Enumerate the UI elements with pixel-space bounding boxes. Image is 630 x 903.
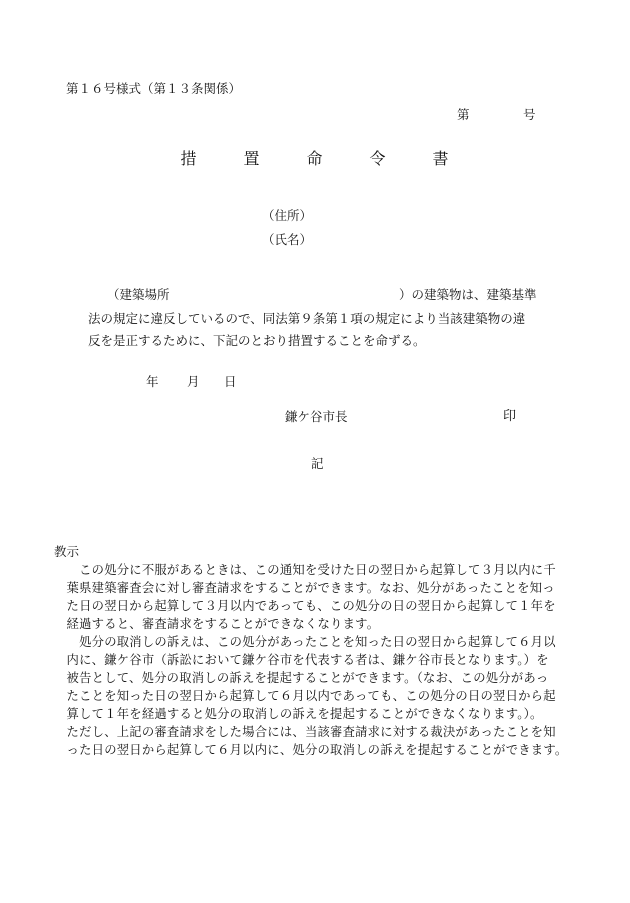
name-label: （氏名） — [262, 232, 313, 247]
notice-line: たことを知った日の翌日から起算して６月以内であっても、この処分の日の翌日から起 — [54, 689, 556, 703]
date-day: 日 — [224, 374, 237, 389]
form-number: 第１６号様式（第１３条関係） — [66, 81, 242, 96]
document-number-label: 第 — [457, 107, 470, 122]
address-label: （住所） — [262, 208, 313, 223]
document-number-suffix: 号 — [523, 107, 536, 122]
body-line-1-end: ）の建築物は、建築基準 — [399, 287, 537, 302]
document-title — [0, 146, 630, 169]
body-line-3: 反を是正するために、下記のとおり措置することを命ずる。 — [88, 333, 426, 348]
notice-line: た日の翌日から起算して３月以内であっても、この処分の日の翌日から起算して１年を — [54, 599, 556, 613]
date-year: 年 — [146, 374, 159, 389]
title-char: 令 — [369, 149, 387, 168]
notice-line: 葉県建築審査会に対し審査請求をすることができます。なお、処分があったことを知っ — [54, 581, 555, 595]
notice-line: 被告として、処分の取消しの訴えを提起することができます。（なお、この処分があっ — [54, 671, 549, 685]
body-line-2: 法の規定に違反しているので、同法第９条第１項の規定により当該建築物の違 — [88, 311, 526, 326]
notice-line: 内に、鎌ケ谷市（訴訟において鎌ケ谷市を代表する者は、鎌ケ谷市長となります。）を — [54, 653, 549, 667]
title-char: 命 — [306, 149, 324, 168]
title-char: 書 — [432, 149, 450, 168]
title-char: 置 — [243, 149, 261, 168]
seal-mark: 印 — [503, 409, 517, 424]
notice-line: 経過すると、審査請求をすることができなくなります。 — [54, 617, 380, 631]
issuer-title: 鎌ケ谷市長 — [285, 409, 348, 424]
title-char: 措 — [180, 149, 198, 168]
notice-line: 算して１年を経過すると処分の取消しの訴えを提起することができなくなります。）。 — [54, 707, 543, 721]
notice-line: 処分の取消しの訴えは、この処分があったことを知った日の翌日から起算して６月以 — [54, 635, 556, 649]
notice-line: った日の翌日から起算して６月以内に、処分の取消しの訴えを提起することができます。 — [54, 743, 568, 757]
date-month: 月 — [187, 374, 200, 389]
notice-heading: 教示 — [54, 544, 80, 559]
notice-line: この処分に不服があるときは、この通知を受けた日の翌日から起算して３月以内に千 — [54, 563, 556, 577]
body-line-1-start: （建築場所 — [107, 287, 170, 302]
notice-line: ただし、上記の審査請求をした場合には、当該審査請求に対する裁決があったことを知 — [54, 725, 556, 739]
ki-heading: 記 — [311, 456, 324, 471]
